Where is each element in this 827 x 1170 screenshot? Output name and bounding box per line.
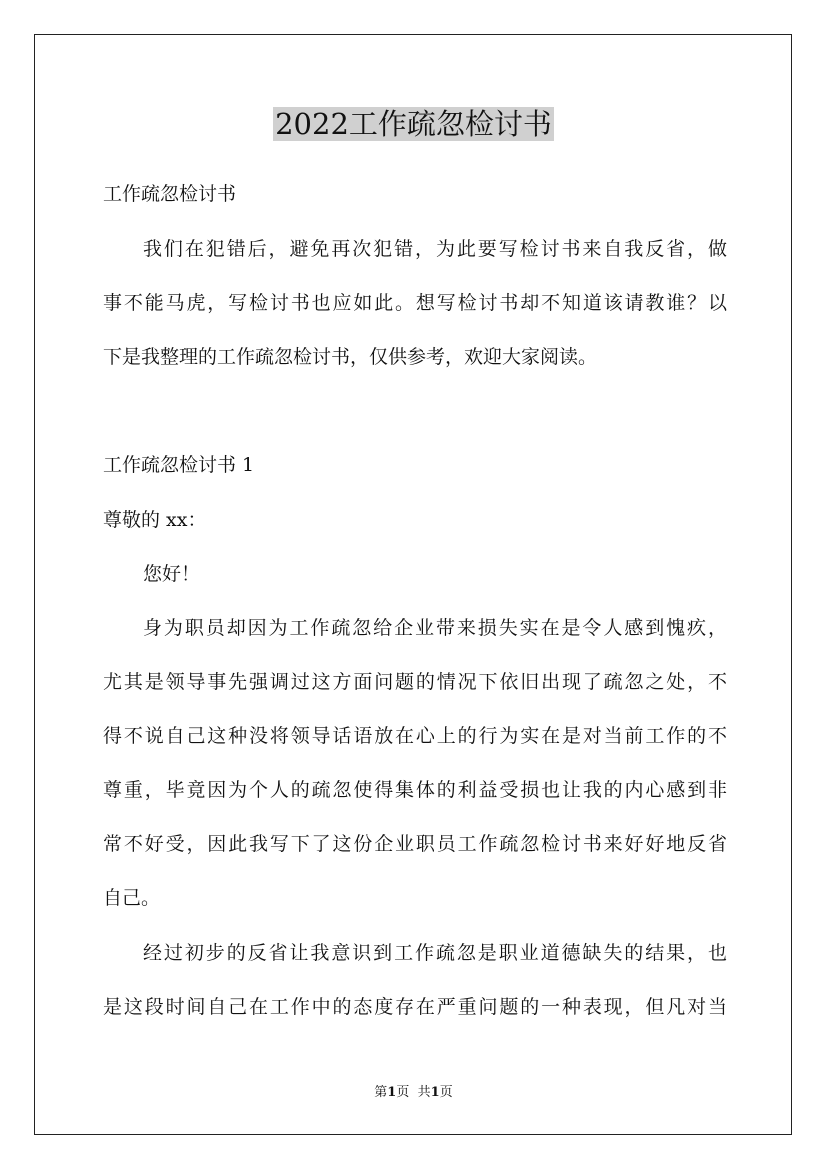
footer-total-suffix: 页 <box>439 1085 453 1100</box>
intro-line-3: 下是我整理的工作疏忽检讨书，仅供参考，欢迎大家阅读。 <box>103 346 598 368</box>
document-title <box>0 104 827 144</box>
section-heading: 工作疏忽检讨书 1 <box>103 454 255 476</box>
paragraph1-line-5: 常不好受，因此我写下了这份企业职员工作疏忽检讨书来好好地反省 <box>103 833 727 855</box>
document-subtitle: 工作疏忽检讨书 <box>103 183 237 205</box>
salutation: 尊敬的 xx： <box>103 509 207 531</box>
paragraph2-line-1: 经过初步的反省让我意识到工作疏忽是职业道德缺失的结果，也 <box>143 942 727 964</box>
paragraph1-line-1: 身为职员却因为工作疏忽给企业带来损失实在是令人感到愧疚， <box>143 617 727 639</box>
greeting: 您好！ <box>143 563 201 585</box>
intro-line-2: 事不能马虎，写检讨书也应如此。想写检讨书却不知道该请教谁？以 <box>103 292 727 314</box>
page-footer <box>0 1084 827 1102</box>
footer-page-number: 1 <box>387 1085 397 1100</box>
paragraph1-line-3: 得不说自己这种没将领导话语放在心上的行为实在是对当前工作的不 <box>103 725 727 747</box>
document-title-text: 2022工作疏忽检讨书 <box>275 107 552 141</box>
footer-page-mid: 页 <box>396 1085 410 1100</box>
footer-total-prefix: 共 <box>417 1085 431 1100</box>
paragraph1-line-4: 尊重，毕竟因为个人的疏忽使得集体的利益受损也让我的内心感到非 <box>103 779 727 801</box>
paragraph2-line-2: 是这段时间自己在工作中的态度存在严重问题的一种表现，但凡对当 <box>103 996 727 1018</box>
paragraph1-line-6: 自己。 <box>103 887 161 909</box>
footer-page-prefix: 第 <box>374 1085 388 1100</box>
intro-line-1: 我们在犯错后，避免再次犯错，为此要写检讨书来自我反省，做 <box>143 238 727 260</box>
footer-total-pages: 1 <box>430 1085 440 1100</box>
paragraph1-line-2: 尤其是领导事先强调过这方面问题的情况下依旧出现了疏忽之处，不 <box>103 671 727 693</box>
